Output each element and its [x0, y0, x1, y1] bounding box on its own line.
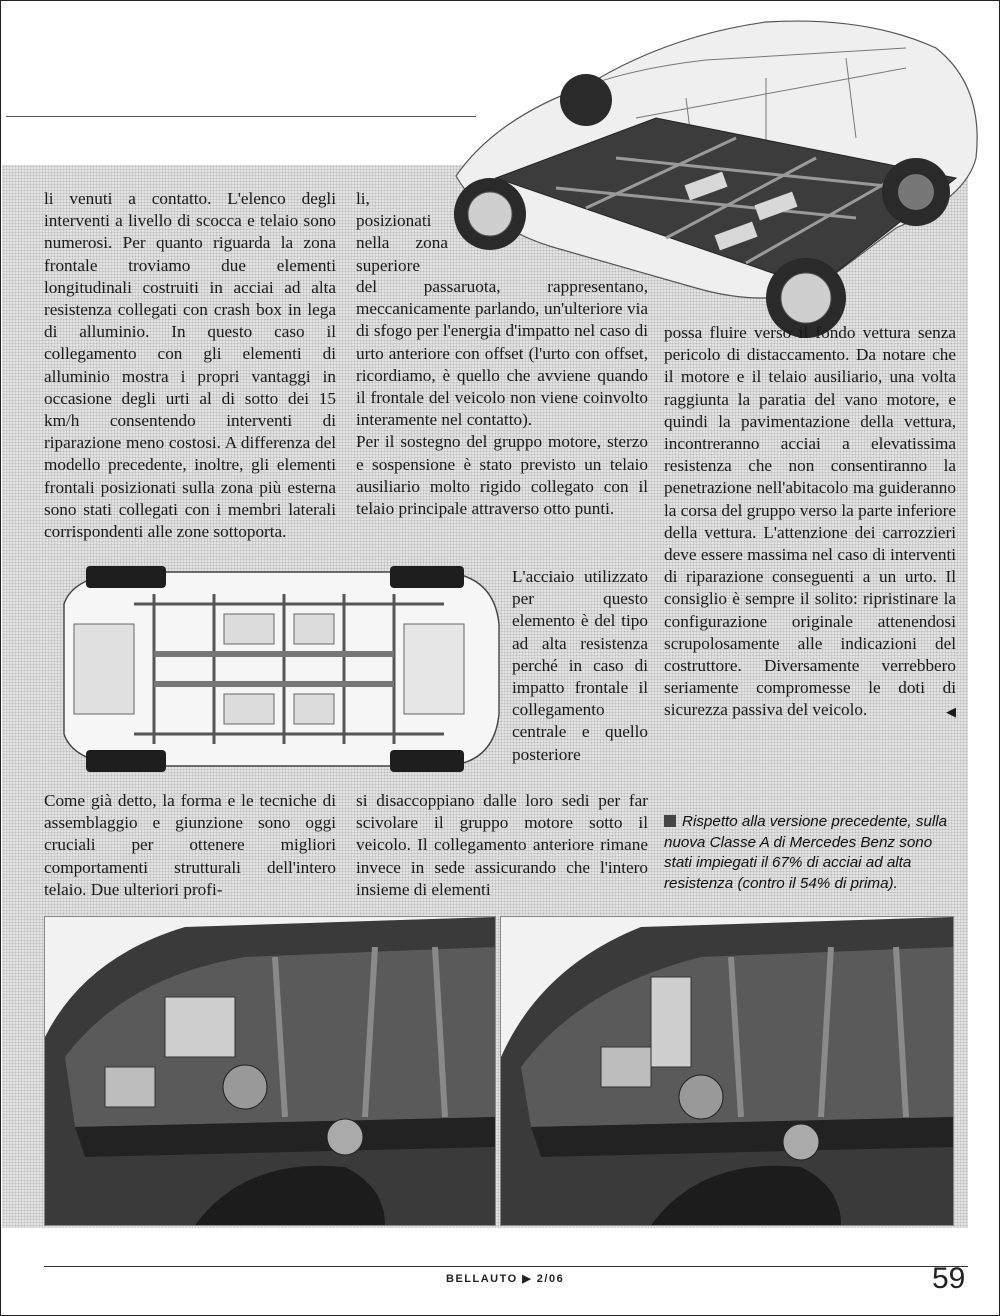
end-of-article-icon: ◀ — [946, 704, 956, 720]
article-paragraph: li venuti a contatto. L'elenco degli interventi a livello di scocca e telaio sono numerosi. Per quanto riguarda la zona frontale troviamo due elementi longitudinali costruiti in acciai ad alta resistenza collegati con crash box in lega di alluminio. In questo caso il collegamento con gli elementi di alluminio mostra i propri vantaggi in occasione degli urti al di sotto dei 15 km/h consentendo interventi di riparazione meno costosi. A differenza del modello precedente, inoltre, gli elementi frontali posizionati sulla zona più esterna sono stati collegati con i membri laterali corrispondenti alle zone sottoporta. — [44, 189, 336, 542]
top-rule — [6, 116, 476, 117]
page-number: 59 — [932, 1262, 966, 1295]
article-column-2-main — [356, 276, 648, 520]
footer-arrow-icon: ▶ — [522, 1273, 533, 1285]
engine-bay-photo-right — [500, 916, 954, 1226]
engine-bay-photo-left — [44, 916, 496, 1226]
article-column-1-top — [44, 188, 336, 543]
chassis-plan-view-illustration — [44, 564, 504, 774]
article-paragraph-text: possa fluire verso il fondo vettura senza pericolo di distaccamento. Da notare che il motore e il telaio ausiliario, una volta raggiunta la paratia del vano motore, e quindi la pavimentazione della vettura, incontreranno acciai a elevatissima resistenza che non consentiranno la penetrazione nell'abitacolo ma guideranno la corsa del gruppo verso la parte inferiore della vettura. L'attenzione dei carrozzieri deve essere massima nel caso di interventi di riparazione conseguenti a un urto. Il consiglio è sempre il solito: ripristinare la configurazione originale attenendosi scrupolosamente alle indicazioni del costruttore. Diversamente verrebbero seriamente compromesse le doti di sicurezza passiva del veicolo. — [664, 323, 956, 720]
article-column-2-bottom — [356, 790, 648, 901]
caption-square-icon — [664, 815, 676, 827]
caption-text: Rispetto alla versione precedente, sulla nuova Classe A di Mercedes Benz sono stati impiegati il 67% di acciai ad alta resistenza (contro il 54% di prima). — [664, 813, 948, 892]
article-column-3 — [664, 322, 956, 724]
figure-caption — [664, 812, 956, 894]
article-paragraph: L'acciaio utilizzato per questo elemento è del tipo ad alta resistenza perché in caso di impatto frontale il collegamento centrale e quello posteriore — [512, 567, 648, 764]
article-paragraph: li, posizionati nella zona superiore — [356, 189, 448, 275]
footer-magazine-info — [446, 1272, 564, 1285]
article-paragraph: Per il sostegno del gruppo motore, sterzo e sospensione è stato previsto un telaio ausiliario molto rigido collegato con il telaio principale attraverso otto punti. — [356, 432, 648, 519]
article-column-1-bottom — [44, 790, 336, 901]
article-paragraph — [664, 322, 956, 722]
article-paragraph: si disaccoppiano dalle loro sedi per far scivolare il gruppo motore sotto il veicolo. Il collegamento anteriore rimane invece in sede assicurando che l'intero insieme di elementi — [356, 791, 648, 899]
magazine-name: BELLAUTO — [446, 1273, 518, 1285]
article-column-2-narrow — [356, 188, 448, 277]
footer-rule — [44, 1266, 968, 1267]
article-paragraph: Come già detto, la forma e le tecniche di assemblaggio e giunzione sono oggi cruciali per ottenere migliori comportamenti strutturali dell'intero telaio. Due ulteriori profi- — [44, 791, 336, 899]
issue-number: 2/06 — [536, 1273, 565, 1285]
article-column-2-inset — [512, 566, 648, 766]
article-paragraph: del passaruota, rappresentano, meccanicamente parlando, un'ulteriore via di sfogo per l'energia d'impatto nel caso di urto anteriore con offset (l'urto con offset, ricordiamo, è quello che avviene quando il frontale del veicolo non viene coinvolto interamente nel contatto). — [356, 277, 648, 430]
